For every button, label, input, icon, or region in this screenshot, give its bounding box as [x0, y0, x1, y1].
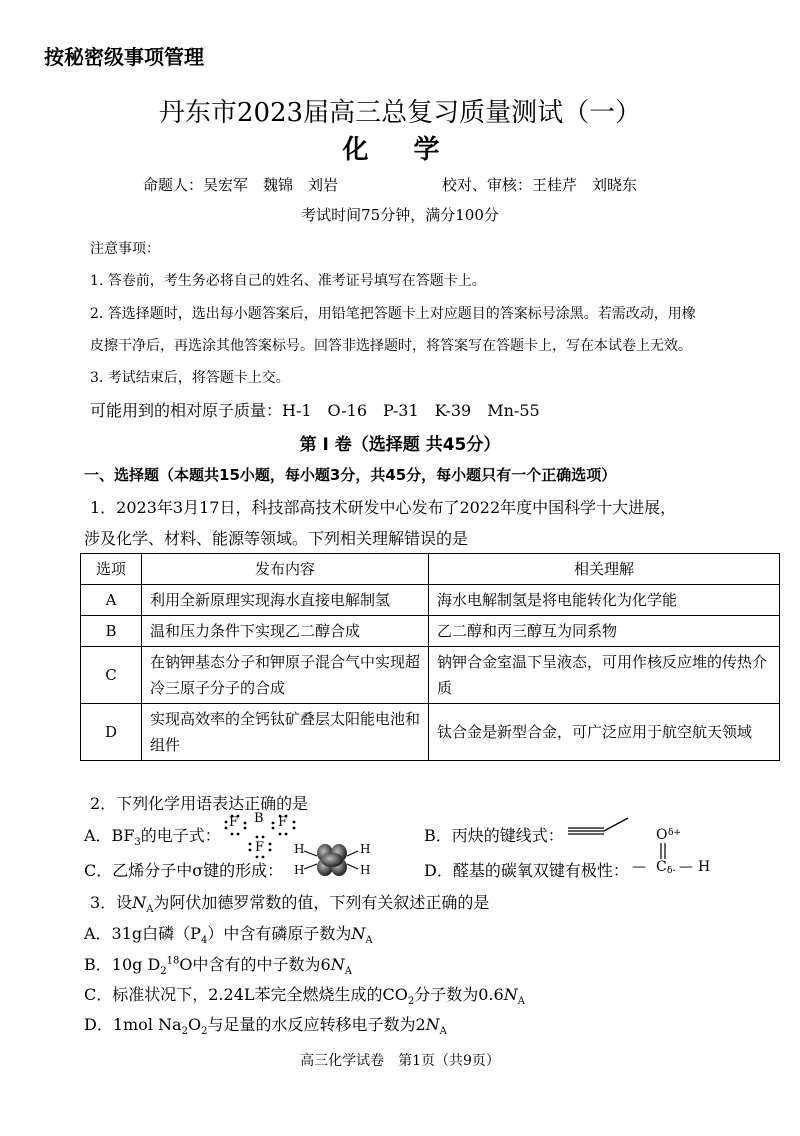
table-header: 选项 [81, 554, 142, 585]
notice-item-2: 2. 答选择题时，选出每小题答案后，用铅笔把答题卡上对应题目的答案标号涂黑。若需改动，用橡 [90, 306, 696, 322]
option-cell: D [81, 704, 142, 761]
ethylene-h: H [360, 842, 371, 856]
table-row [81, 616, 780, 647]
bf3-b: B [254, 811, 264, 826]
table-header: 相关理解 [429, 554, 780, 585]
ethylene-h: H [360, 863, 371, 877]
content-cell: 温和压力条件下实现乙二醇合成 [142, 616, 429, 647]
table-header-row [81, 554, 780, 585]
aldehyde-c: C [656, 859, 667, 875]
q3-option-d: D．1mol $Na_2O_2$与足量的水反应转移电子数为$2N_A$ [84, 1015, 447, 1038]
q1-stem-line1: 1．2023年3月17日，科技部高技术研发中心发布了2022年度中国科学十大进展， [90, 498, 677, 517]
ethylene-h: H [294, 863, 305, 877]
table-row [81, 704, 780, 761]
notice-item-2-cont: 皮擦干净后，再选涂其他答案标号。回答非选择题时，将答案写在答题卡上，写在本试卷上无效。 [90, 338, 692, 354]
option-cell: B [81, 616, 142, 647]
exam-time-score: 考试时间75分钟，满分100分 [301, 206, 499, 224]
bf3-f-right: F [278, 815, 288, 830]
section-title: 第 Ⅰ 卷（选择题 共45分） [299, 435, 501, 455]
bf3-electron-formula [222, 810, 298, 860]
atomic-mass: 可能用到的相对原子质量：H-1 O-16 P-31 K-39 Mn-55 [90, 401, 540, 420]
bf3-f-bottom: F [255, 840, 265, 855]
q3-option-c: C．标准状况下，2.24L苯完全燃烧生成的$CO_2$分子数为$0.6N_A$ [84, 985, 525, 1008]
q2-option-a: A．$BF_3$的电子式： [84, 826, 221, 849]
table-row [81, 585, 780, 616]
q1-table [80, 553, 780, 761]
aldehyde-h: H [698, 859, 711, 875]
delta-plus: δ+ [668, 828, 681, 838]
table-row [81, 647, 780, 704]
subject-title: 化 学 [342, 135, 458, 165]
option-cell: A [81, 585, 142, 616]
aldehyde-o: O [656, 827, 668, 843]
table-header: 发布内容 [142, 554, 429, 585]
q2-option-b: B．丙炔的键线式： [424, 826, 564, 845]
aldehyde-right-dash: — [679, 859, 693, 875]
aldehyde-polarity [630, 828, 720, 880]
understanding-cell: 钠钾合金室温下呈液态，可用作核反应堆的传热介质 [429, 647, 780, 704]
q3-option-a: A．31g白磷$(P_4)$中含有磷原子数为$N_A$ [84, 924, 373, 947]
propyne-line-formula [566, 815, 632, 837]
bf3-f-left: F [229, 815, 239, 830]
notice-item-1: 1. 答卷前，考生务必将自己的姓名、准考证号填写在答题卡上。 [90, 273, 486, 289]
authors: 命题人：吴宏军 魏锦 刘岩 [143, 176, 339, 194]
ethylene-sigma-bond [292, 840, 372, 880]
confidential-label: 按秘密级事项管理 [44, 45, 204, 69]
page-footer: 高三化学试卷 第1页（共9页） [300, 1053, 500, 1069]
q2-option-c: C．乙烯分子中σ键的形成： [84, 861, 284, 880]
notice-item-3: 3. 考试结束后，将答题卡上交。 [90, 370, 290, 386]
double-bond [658, 843, 668, 859]
q2-option-d: D．醛基的碳氧双键有极性： [424, 861, 629, 880]
content-cell: 利用全新原理实现海水直接电解制氢 [142, 585, 429, 616]
reviewers: 校对、审核：王桂芹 刘晓东 [442, 176, 638, 194]
q2-stem: 2．下列化学用语表达正确的是 [90, 794, 309, 813]
q3-stem: 3．设$N_A$为阿伏加德罗常数的值，下列有关叙述正确的是 [90, 893, 490, 916]
delta-minus: δ- [667, 866, 676, 876]
exam-title: 丹东市2023届高三总复习质量测试（一） [158, 98, 642, 128]
q3-option-b: B．10g $D_2^{18}O$中含有的中子数为$6N_A$ [84, 955, 352, 978]
propyne-diagram [566, 815, 632, 837]
ethylene-h: H [294, 842, 305, 856]
content-cell: 在钠钾基态分子和钾原子混合气中实现超冷三原子分子的合成 [142, 647, 429, 704]
understanding-cell: 海水电解制氢是将电能转化为化学能 [429, 585, 780, 616]
understanding-cell: 钛合金是新型合金，可广泛应用于航空航天领域 [429, 704, 780, 761]
part-one-heading: 一、选择题（本题共15小题，每小题3分，共45分，每小题只有一个正确选项） [84, 466, 617, 484]
option-cell: C [81, 647, 142, 704]
q1-stem-line2: 涉及化学、材料、能源等领域。下列相关理解错误的是 [84, 529, 469, 548]
notice-heading: 注意事项： [90, 241, 160, 257]
content-cell: 实现高效率的全钙钛矿叠层太阳能电池和组件 [142, 704, 429, 761]
aldehyde-left-dash: — [632, 859, 646, 875]
understanding-cell: 乙二醇和丙三醇互为同系物 [429, 616, 780, 647]
